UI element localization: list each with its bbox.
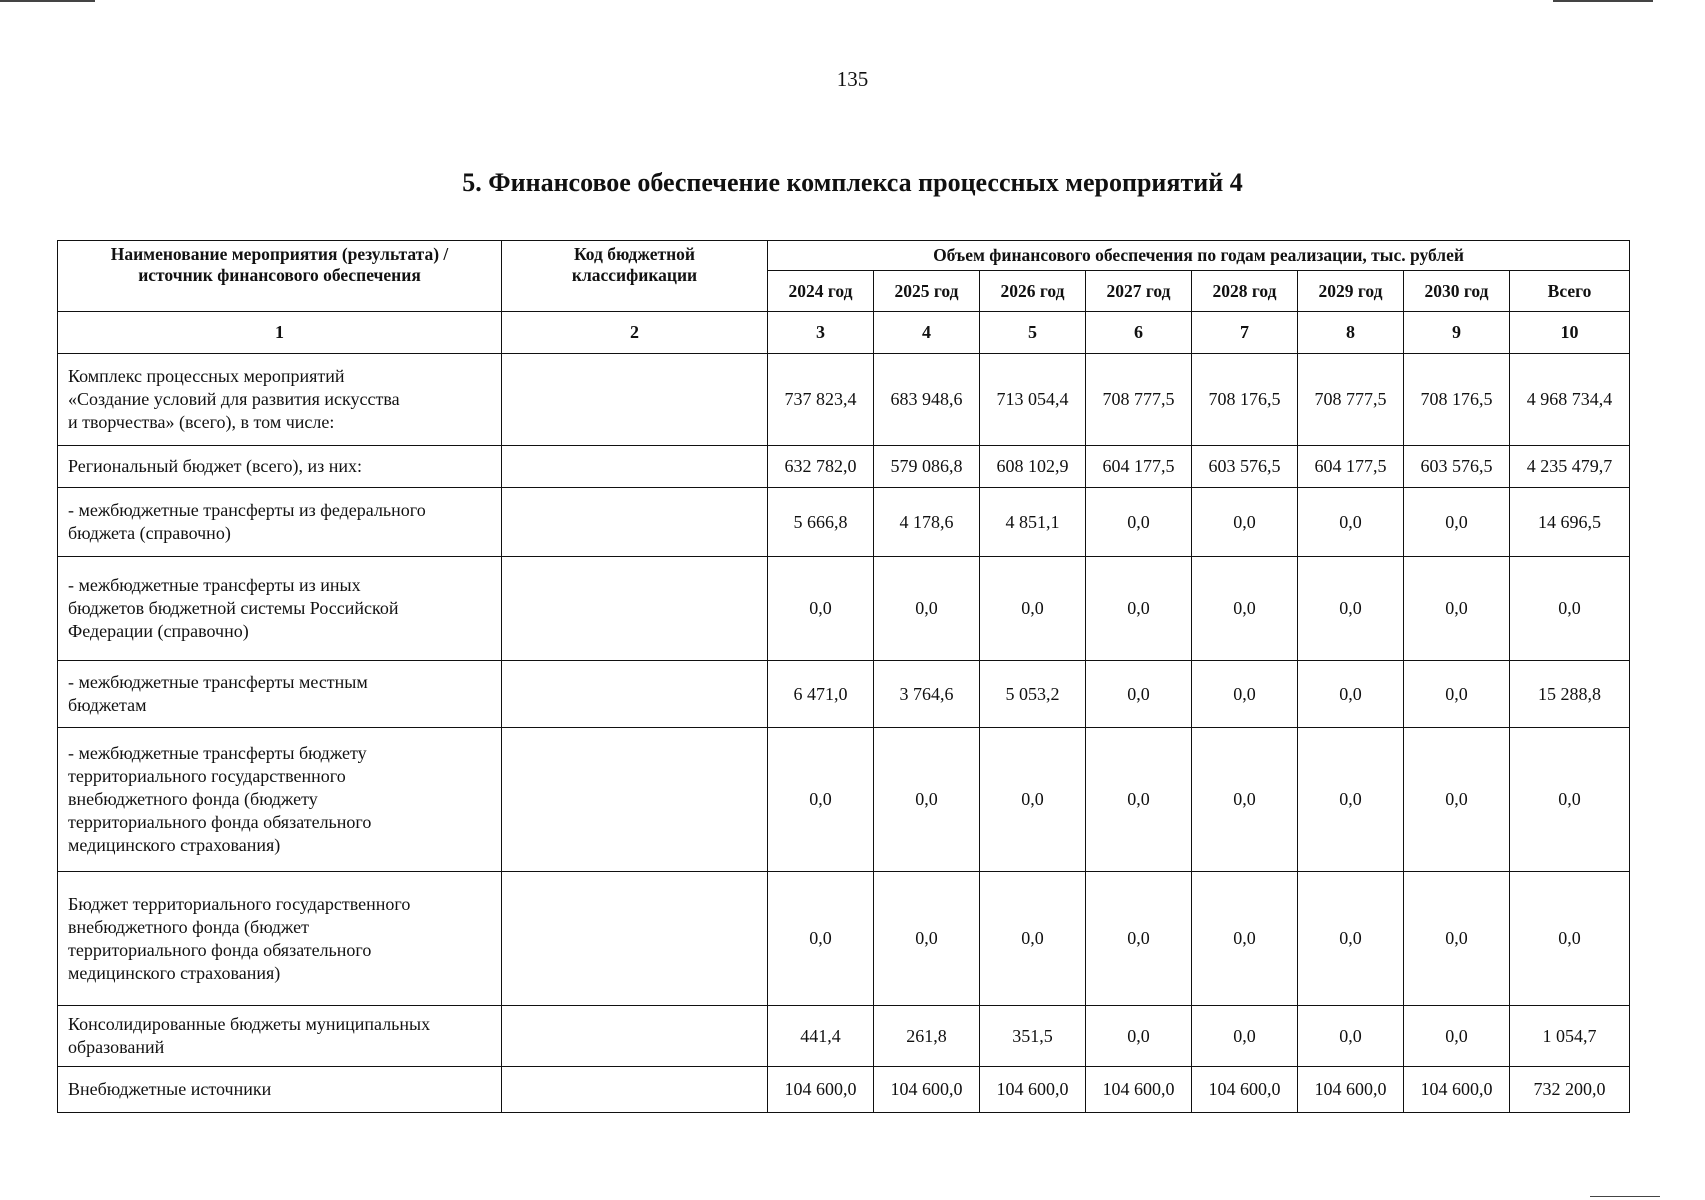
column-number: 7 [1192, 312, 1298, 354]
value-2029: 0,0 [1298, 872, 1404, 1006]
row-label-cell [58, 1006, 502, 1067]
row-code-cell [502, 1067, 768, 1113]
value-2024: 6 471,0 [768, 661, 874, 728]
row-code-cell [502, 872, 768, 1006]
row-label-cell [58, 488, 502, 557]
value-2028: 0,0 [1192, 872, 1298, 1006]
value-2025: 683 948,6 [874, 354, 980, 446]
document-title: 5. Финансовое обеспечение комплекса процессных мероприятий 4 [462, 168, 1243, 197]
value-2026: 0,0 [980, 872, 1086, 1006]
value-2029: 0,0 [1298, 1006, 1404, 1067]
value-2029: 604 177,5 [1298, 446, 1404, 488]
value-2028: 0,0 [1192, 488, 1298, 557]
value-2026: 4 851,1 [980, 488, 1086, 557]
scan-edge-line [1590, 1196, 1660, 1197]
header-volume-cell: Объем финансового обеспечения по годам реализации, тыс. рублей [768, 241, 1630, 271]
header-code-text: Код бюджетной классификации [571, 244, 698, 285]
value-total: 4 235 479,7 [1510, 446, 1630, 488]
header-code-cell [502, 241, 768, 312]
row-code-cell [502, 446, 768, 488]
row-label-cell [58, 354, 502, 446]
value-2027: 0,0 [1086, 488, 1192, 557]
value-2027: 708 777,5 [1086, 354, 1192, 446]
value-2025: 4 178,6 [874, 488, 980, 557]
table-row [58, 1067, 1630, 1113]
value-2027: 0,0 [1086, 557, 1192, 661]
value-2026: 608 102,9 [980, 446, 1086, 488]
table-row [58, 728, 1630, 872]
table-row [58, 446, 1630, 488]
header-row [58, 241, 1630, 271]
row-label: - межбюджетные трансферты бюджету территориального государственного внебюджетного фонда (бюджету территориального фонда обязательного медицинского страхования) [68, 743, 372, 855]
value-2024: 632 782,0 [768, 446, 874, 488]
row-label: Консолидированные бюджеты муниципальных образований [68, 1014, 431, 1057]
row-code-cell [502, 728, 768, 872]
row-label-cell [58, 728, 502, 872]
table-header [58, 241, 1630, 354]
column-number: 4 [874, 312, 980, 354]
row-code-cell [502, 354, 768, 446]
value-total: 0,0 [1510, 728, 1630, 872]
header-year-2030: 2030 год [1404, 271, 1510, 312]
value-2028: 0,0 [1192, 661, 1298, 728]
value-2029: 104 600,0 [1298, 1067, 1404, 1113]
value-2026: 0,0 [980, 728, 1086, 872]
row-code-cell [502, 488, 768, 557]
value-2030: 603 576,5 [1404, 446, 1510, 488]
value-2025: 261,8 [874, 1006, 980, 1067]
value-2028: 0,0 [1192, 557, 1298, 661]
row-label: - межбюджетные трансферты из иных бюджетов бюджетной системы Российской Федерации (справочно) [68, 575, 399, 641]
value-2026: 0,0 [980, 557, 1086, 661]
row-label: Бюджет территориального государственного внебюджетного фонда (бюджет территориального фонда обязательного медицинского страхования) [68, 893, 411, 983]
table-row [58, 661, 1630, 728]
column-number: 1 [58, 312, 502, 354]
column-number: 8 [1298, 312, 1404, 354]
value-2028: 0,0 [1192, 728, 1298, 872]
column-number: 2 [502, 312, 768, 354]
value-2025: 579 086,8 [874, 446, 980, 488]
value-2025: 0,0 [874, 557, 980, 661]
header-total: Всего [1510, 271, 1630, 312]
value-2024: 0,0 [768, 557, 874, 661]
row-label-cell [58, 446, 502, 488]
value-total: 732 200,0 [1510, 1067, 1630, 1113]
row-label-cell [58, 557, 502, 661]
value-2030: 0,0 [1404, 488, 1510, 557]
header-year-2026: 2026 год [980, 271, 1086, 312]
scan-edge-line [1553, 0, 1653, 2]
value-2024: 0,0 [768, 872, 874, 1006]
value-2025: 104 600,0 [874, 1067, 980, 1113]
value-2027: 104 600,0 [1086, 1067, 1192, 1113]
header-year-2029: 2029 год [1298, 271, 1404, 312]
row-label: - межбюджетные трансферты из федерального бюджета (справочно) [68, 500, 426, 543]
value-2024: 0,0 [768, 728, 874, 872]
row-code-cell [502, 557, 768, 661]
value-2029: 0,0 [1298, 728, 1404, 872]
row-label-cell [58, 1067, 502, 1113]
value-2026: 5 053,2 [980, 661, 1086, 728]
value-2030: 0,0 [1404, 1006, 1510, 1067]
table-row [58, 354, 1630, 446]
row-label-cell [58, 872, 502, 1006]
scan-edge-line [0, 0, 95, 2]
table-row [58, 1006, 1630, 1067]
value-2028: 603 576,5 [1192, 446, 1298, 488]
row-label-cell [58, 661, 502, 728]
value-2030: 708 176,5 [1404, 354, 1510, 446]
value-total: 15 288,8 [1510, 661, 1630, 728]
row-label: - межбюджетные трансферты местным бюджетам [68, 672, 368, 715]
header-year-2025: 2025 год [874, 271, 980, 312]
value-2030: 0,0 [1404, 557, 1510, 661]
value-total: 4 968 734,4 [1510, 354, 1630, 446]
value-2027: 604 177,5 [1086, 446, 1192, 488]
header-year-2028: 2028 год [1192, 271, 1298, 312]
value-2030: 0,0 [1404, 872, 1510, 1006]
column-number: 6 [1086, 312, 1192, 354]
value-2027: 0,0 [1086, 1006, 1192, 1067]
value-2030: 104 600,0 [1404, 1067, 1510, 1113]
row-label: Региональный бюджет (всего), из них: [68, 456, 363, 476]
value-2029: 0,0 [1298, 488, 1404, 557]
row-label: Комплекс процессных мероприятий «Создание условий для развития искусства и творчества» (всего), в том числе: [68, 366, 400, 432]
value-2025: 0,0 [874, 872, 980, 1006]
value-2026: 104 600,0 [980, 1067, 1086, 1113]
column-number: 9 [1404, 312, 1510, 354]
value-2025: 3 764,6 [874, 661, 980, 728]
value-2024: 737 823,4 [768, 354, 874, 446]
value-2025: 0,0 [874, 728, 980, 872]
value-2028: 104 600,0 [1192, 1067, 1298, 1113]
value-2029: 0,0 [1298, 661, 1404, 728]
column-number: 3 [768, 312, 874, 354]
value-2028: 0,0 [1192, 1006, 1298, 1067]
value-2028: 708 176,5 [1192, 354, 1298, 446]
financing-table [57, 240, 1630, 1113]
value-total: 1 054,7 [1510, 1006, 1630, 1067]
row-label: Внебюджетные источники [68, 1079, 272, 1099]
value-total: 14 696,5 [1510, 488, 1630, 557]
value-2030: 0,0 [1404, 728, 1510, 872]
value-2024: 441,4 [768, 1006, 874, 1067]
header-name-cell [58, 241, 502, 312]
column-number: 5 [980, 312, 1086, 354]
row-code-cell [502, 1006, 768, 1067]
table-row [58, 557, 1630, 661]
value-2027: 0,0 [1086, 728, 1192, 872]
table-body [58, 354, 1630, 1113]
page-number: 135 [836, 67, 869, 91]
table-row [58, 872, 1630, 1006]
header-year-2027: 2027 год [1086, 271, 1192, 312]
value-2024: 5 666,8 [768, 488, 874, 557]
value-2029: 0,0 [1298, 557, 1404, 661]
column-number-row [58, 312, 1630, 354]
header-name-text: Наименование мероприятия (результата) / источник финансового обеспечения [110, 244, 449, 285]
value-total: 0,0 [1510, 557, 1630, 661]
value-2027: 0,0 [1086, 661, 1192, 728]
header-year-2024: 2024 год [768, 271, 874, 312]
row-code-cell [502, 661, 768, 728]
value-2030: 0,0 [1404, 661, 1510, 728]
value-2026: 351,5 [980, 1006, 1086, 1067]
value-2026: 713 054,4 [980, 354, 1086, 446]
value-2027: 0,0 [1086, 872, 1192, 1006]
value-2029: 708 777,5 [1298, 354, 1404, 446]
value-total: 0,0 [1510, 872, 1630, 1006]
column-number: 10 [1510, 312, 1630, 354]
value-2024: 104 600,0 [768, 1067, 874, 1113]
table-row [58, 488, 1630, 557]
